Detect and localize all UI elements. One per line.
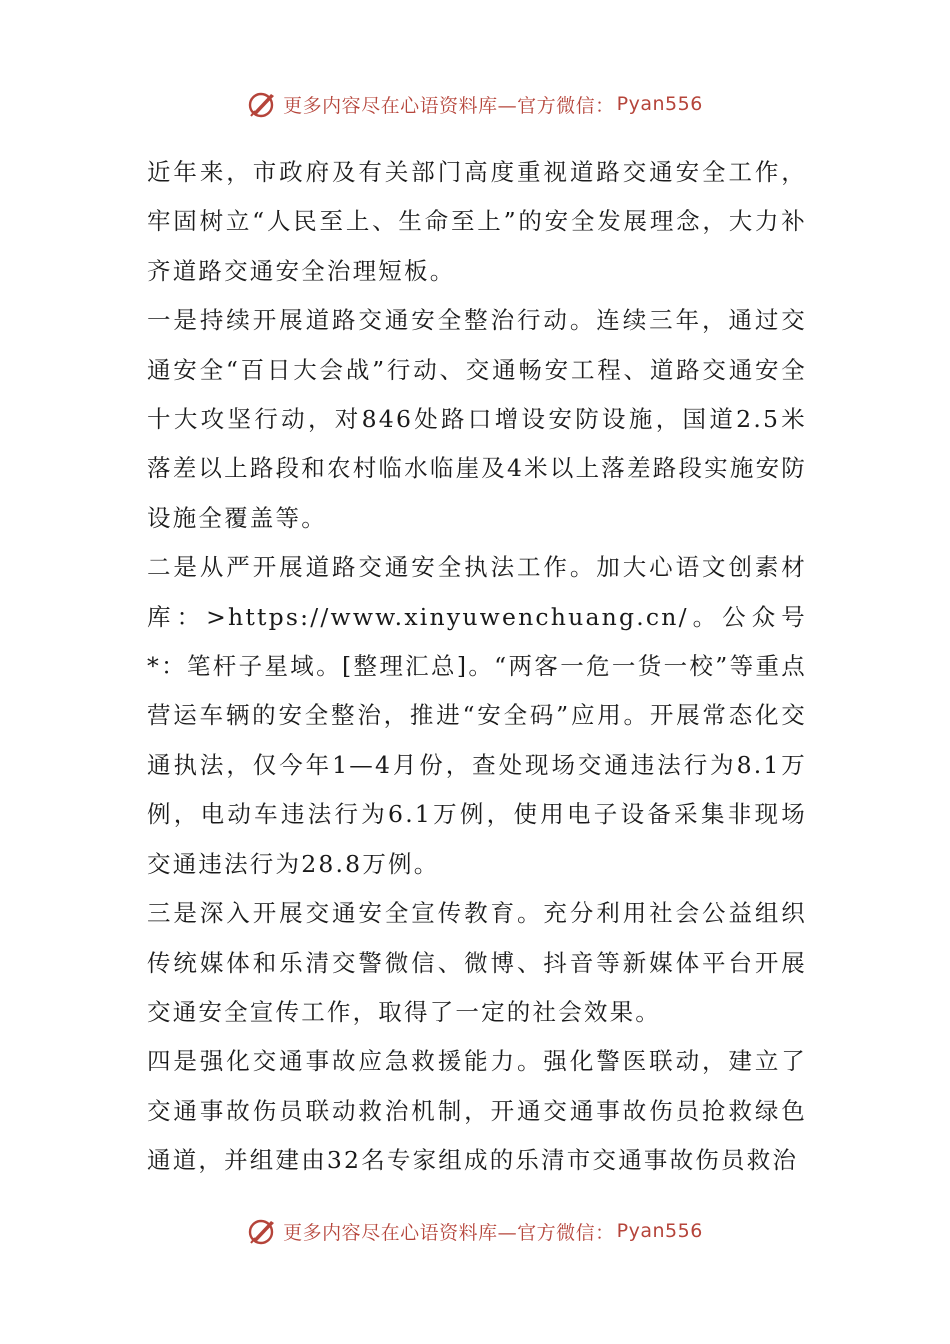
watermark-wechat-id: Pyan556 [616,1220,703,1242]
quill-logo-icon [247,89,277,119]
watermark-text: 更多内容尽在心语资料库—官方微信： [283,1221,615,1244]
paragraph-point-1: 一是持续开展道路交通安全整治行动。连续三年，通过交通安全“百日大会战”行动、交通畅安工程、道路交通安全十大攻坚行动，对846处路口增设安防设施，国道2.5米落差以上路段和农村临水临崖及4米以上落差路段实施安防设施全覆盖等。 [147,306,807,532]
footer-watermark [0,1213,950,1249]
paragraph-intro: 近年来，市政府及有关部门高度重视道路交通安全工作，牢固树立“人民至上、生命至上”的安全发展理念，大力补齐道路交通安全治理短板。 [147,158,807,285]
watermark-wechat-id: Pyan556 [616,93,703,115]
paragraph-point-4: 四是强化交通事故应急救援能力。强化警医联动，建立了交通事故伤员联动救治机制，开通交通事故伤员抢救绿色通道，并组建由32名专家组成的乐清市交通事故伤员救治 [147,1047,807,1175]
quill-logo-icon [247,1216,277,1246]
watermark-text: 更多内容尽在心语资料库—官方微信： [283,94,615,117]
document-body [147,148,807,1186]
header-watermark [0,86,950,122]
paragraph-point-2: 二是从严开展道路交通安全执法工作。加大心语文创素材库：>https://www.xinyuwenchuang.cn/。公众号*：笔杆子星域。[整理汇总]。“两客一危一货一校”等重点营运车辆的安全整治，推进“安全码”应用。开展常态化交通执法，仅今年1—4月份，查处现场交通违法行为8.1万例，电动车违法行为6.1万例，使用电子设备采集非现场交通违法行为28.8万例。 [147,553,807,878]
paragraph-point-3: 三是深入开展交通安全宣传教育。充分利用社会公益组织传统媒体和乐清交警微信、微博、抖音等新媒体平台开展交通安全宣传工作，取得了一定的社会效果。 [147,899,807,1026]
